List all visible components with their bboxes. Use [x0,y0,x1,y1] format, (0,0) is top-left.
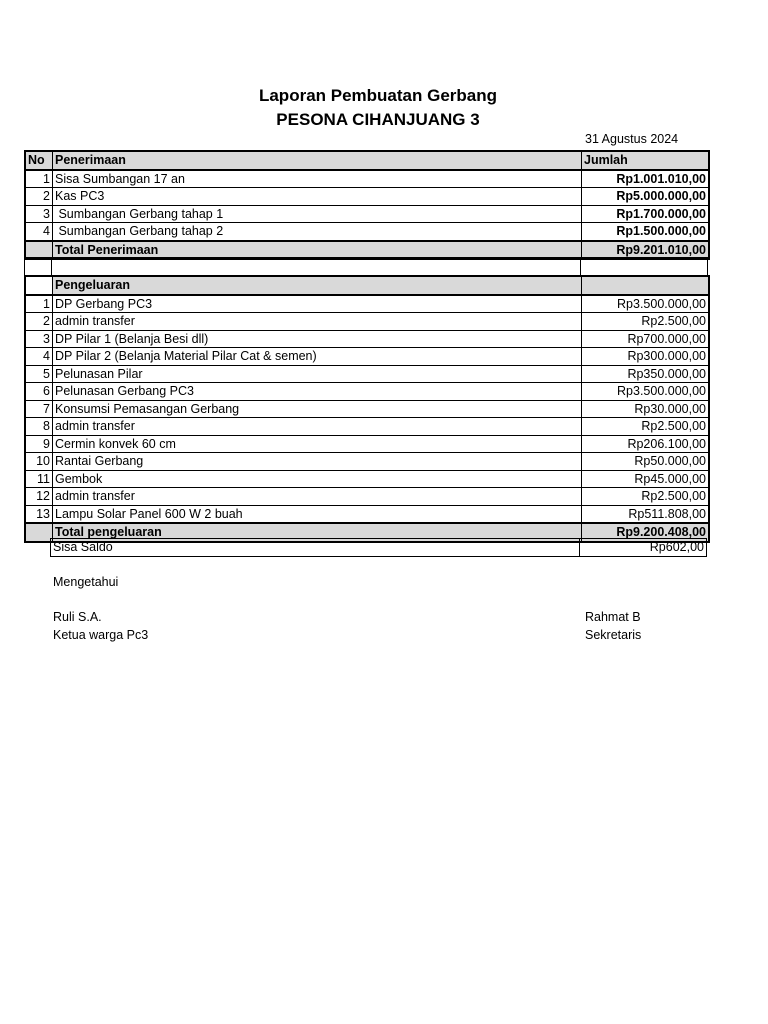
row-desc: Lampu Solar Panel 600 W 2 buah [53,505,582,523]
row-no: 10 [25,453,53,471]
table-row [25,330,709,348]
row-no: 7 [25,400,53,418]
row-desc: Kas PC3 [53,188,582,206]
row-amount: Rp1.700.000,00 [582,205,710,223]
table-row [25,505,709,523]
row-desc: Gembok [53,470,582,488]
row-no: 4 [25,348,53,366]
expense-header-amount [582,276,710,295]
table-row [25,435,709,453]
row-no: 5 [25,365,53,383]
table-row [25,170,709,188]
row-amount: Rp50.000,00 [582,453,710,471]
row-desc: Sumbangan Gerbang tahap 2 [53,223,582,241]
row-amount: Rp2.500,00 [582,488,710,506]
row-desc: Sumbangan Gerbang tahap 1 [53,205,582,223]
spacer-row [25,258,708,276]
row-desc: Rantai Gerbang [53,453,582,471]
row-amount: Rp700.000,00 [582,330,710,348]
row-no: 1 [25,295,53,313]
balance-label: Sisa Saldo [51,539,580,557]
row-amount: Rp30.000,00 [582,400,710,418]
row-desc: Konsumsi Pemasangan Gerbang [53,400,582,418]
table-row [25,205,709,223]
row-no: 13 [25,505,53,523]
header-no: No [25,151,53,170]
table-row [25,348,709,366]
table-row [25,365,709,383]
row-no: 3 [25,205,53,223]
right-signer-name: Rahmat B [585,610,641,624]
spacer-cell [581,258,708,276]
table-row [25,453,709,471]
left-signer-role: Ketua warga Pc3 [53,628,149,642]
income-table [24,150,710,260]
row-amount: Rp1.500.000,00 [582,223,710,241]
spacer-row-table [24,257,708,276]
expense-header-no [25,276,53,295]
row-amount: Rp5.000.000,00 [582,188,710,206]
table-row [25,223,709,241]
row-no: 9 [25,435,53,453]
acknowledge-label: Mengetahui [53,575,119,589]
row-desc: Sisa Sumbangan 17 an [53,170,582,188]
report-title: Laporan Pembuatan Gerbang [258,86,498,105]
row-amount: Rp3.500.000,00 [582,383,710,401]
row-no: 12 [25,488,53,506]
row-amount: Rp206.100,00 [582,435,710,453]
report-subtitle: PESONA CIHANJUANG 3 [276,110,480,129]
row-no: 8 [25,418,53,436]
row-desc: Cermin konvek 60 cm [53,435,582,453]
spacer-cell [52,258,581,276]
row-amount: Rp2.500,00 [582,418,710,436]
row-amount: Rp511.808,00 [582,505,710,523]
row-amount: Rp350.000,00 [582,365,710,383]
expense-total-amount: Rp9.200.408,00 [582,523,710,542]
row-amount: Rp45.000,00 [582,470,710,488]
income-header-row [25,151,709,170]
expense-header-row [25,276,709,295]
header-penerimaan: Penerimaan [53,151,582,170]
header-jumlah: Jumlah [582,151,710,170]
row-no: 2 [25,188,53,206]
row-desc: admin transfer [53,313,582,331]
row-no: 3 [25,330,53,348]
balance-no-cell [24,539,51,557]
balance-table [24,538,707,557]
row-no: 2 [25,313,53,331]
income-total-amount: Rp9.201.010,00 [582,241,710,260]
row-no: 6 [25,383,53,401]
balance-amount: Rp602,00 [580,539,707,557]
row-amount: Rp2.500,00 [582,313,710,331]
expense-header-label: Pengeluaran [53,276,582,295]
row-desc: Pelunasan Pilar [53,365,582,383]
row-amount: Rp3.500.000,00 [582,295,710,313]
income-total-label: Total Penerimaan [53,241,582,260]
table-row [25,383,709,401]
right-signer-role: Sekretaris [585,628,642,642]
table-row [25,400,709,418]
table-row [25,418,709,436]
table-row [25,313,709,331]
expense-table [24,275,710,543]
row-no: 1 [25,170,53,188]
row-no: 11 [25,470,53,488]
table-row [25,488,709,506]
row-desc: DP Gerbang PC3 [53,295,582,313]
table-row [25,188,709,206]
row-amount: Rp1.001.010,00 [582,170,710,188]
report-date: 31 Agustus 2024 [585,132,679,146]
row-amount: Rp300.000,00 [582,348,710,366]
table-row [25,470,709,488]
table-row [25,295,709,313]
row-no: 4 [25,223,53,241]
spacer-cell [25,258,52,276]
row-desc: admin transfer [53,488,582,506]
balance-row [24,539,707,557]
row-desc: admin transfer [53,418,582,436]
left-signer-name: Ruli S.A. [53,610,102,624]
row-desc: DP Pilar 1 (Belanja Besi dll) [53,330,582,348]
row-desc: Pelunasan Gerbang PC3 [53,383,582,401]
row-desc: DP Pilar 2 (Belanja Material Pilar Cat & semen) [53,348,582,366]
expense-total-label: Total pengeluaran [53,523,582,542]
